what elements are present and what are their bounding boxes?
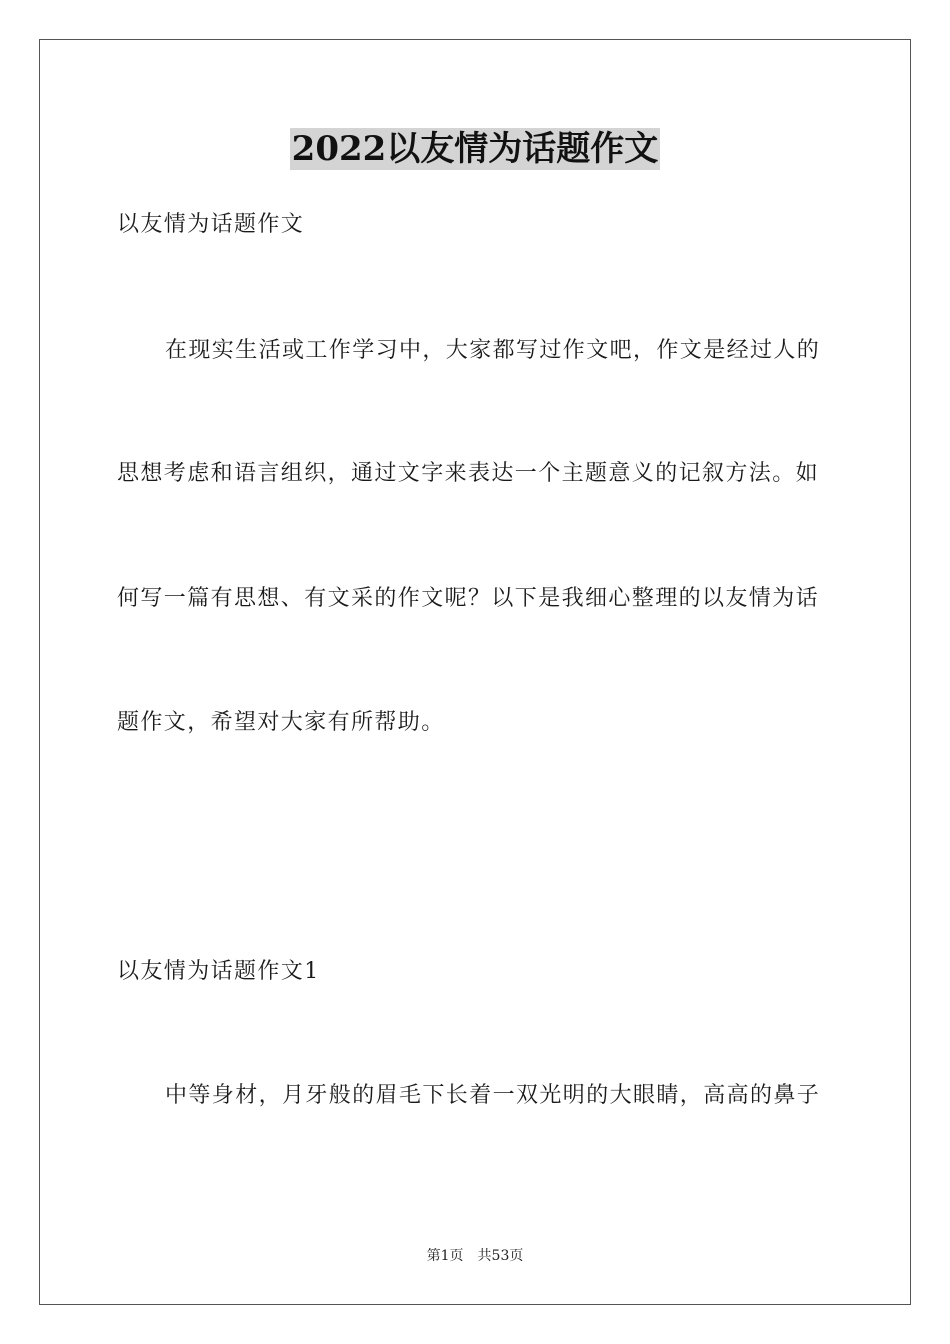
paragraph-line: 中等身材，月牙般的眉毛下长着一双光明的大眼睛，高高的鼻子	[165, 1083, 821, 1108]
paragraph-line: 思想考虑和语言组织，通过文字来表达一个主题意义的记叙方法。如	[117, 461, 820, 486]
page-total: 共53页	[477, 1248, 524, 1264]
subtitle-line: 以友情为话题作文	[117, 212, 305, 237]
document-title: 2022以友情为话题作文	[291, 129, 659, 169]
page-number: 第1页	[426, 1248, 464, 1264]
paragraph-line: 在现实生活或工作学习中，大家都写过作文吧，作文是经过人的	[165, 338, 821, 363]
page-footer	[0, 1246, 950, 1266]
paragraph-line: 何写一篇有思想、有文采的作文呢？以下是我细心整理的以友情为话	[117, 586, 820, 611]
section-heading: 以友情为话题作文1	[117, 959, 320, 984]
paragraph-line: 题作文，希望对大家有所帮助。	[117, 710, 445, 735]
title-container	[0, 128, 950, 170]
